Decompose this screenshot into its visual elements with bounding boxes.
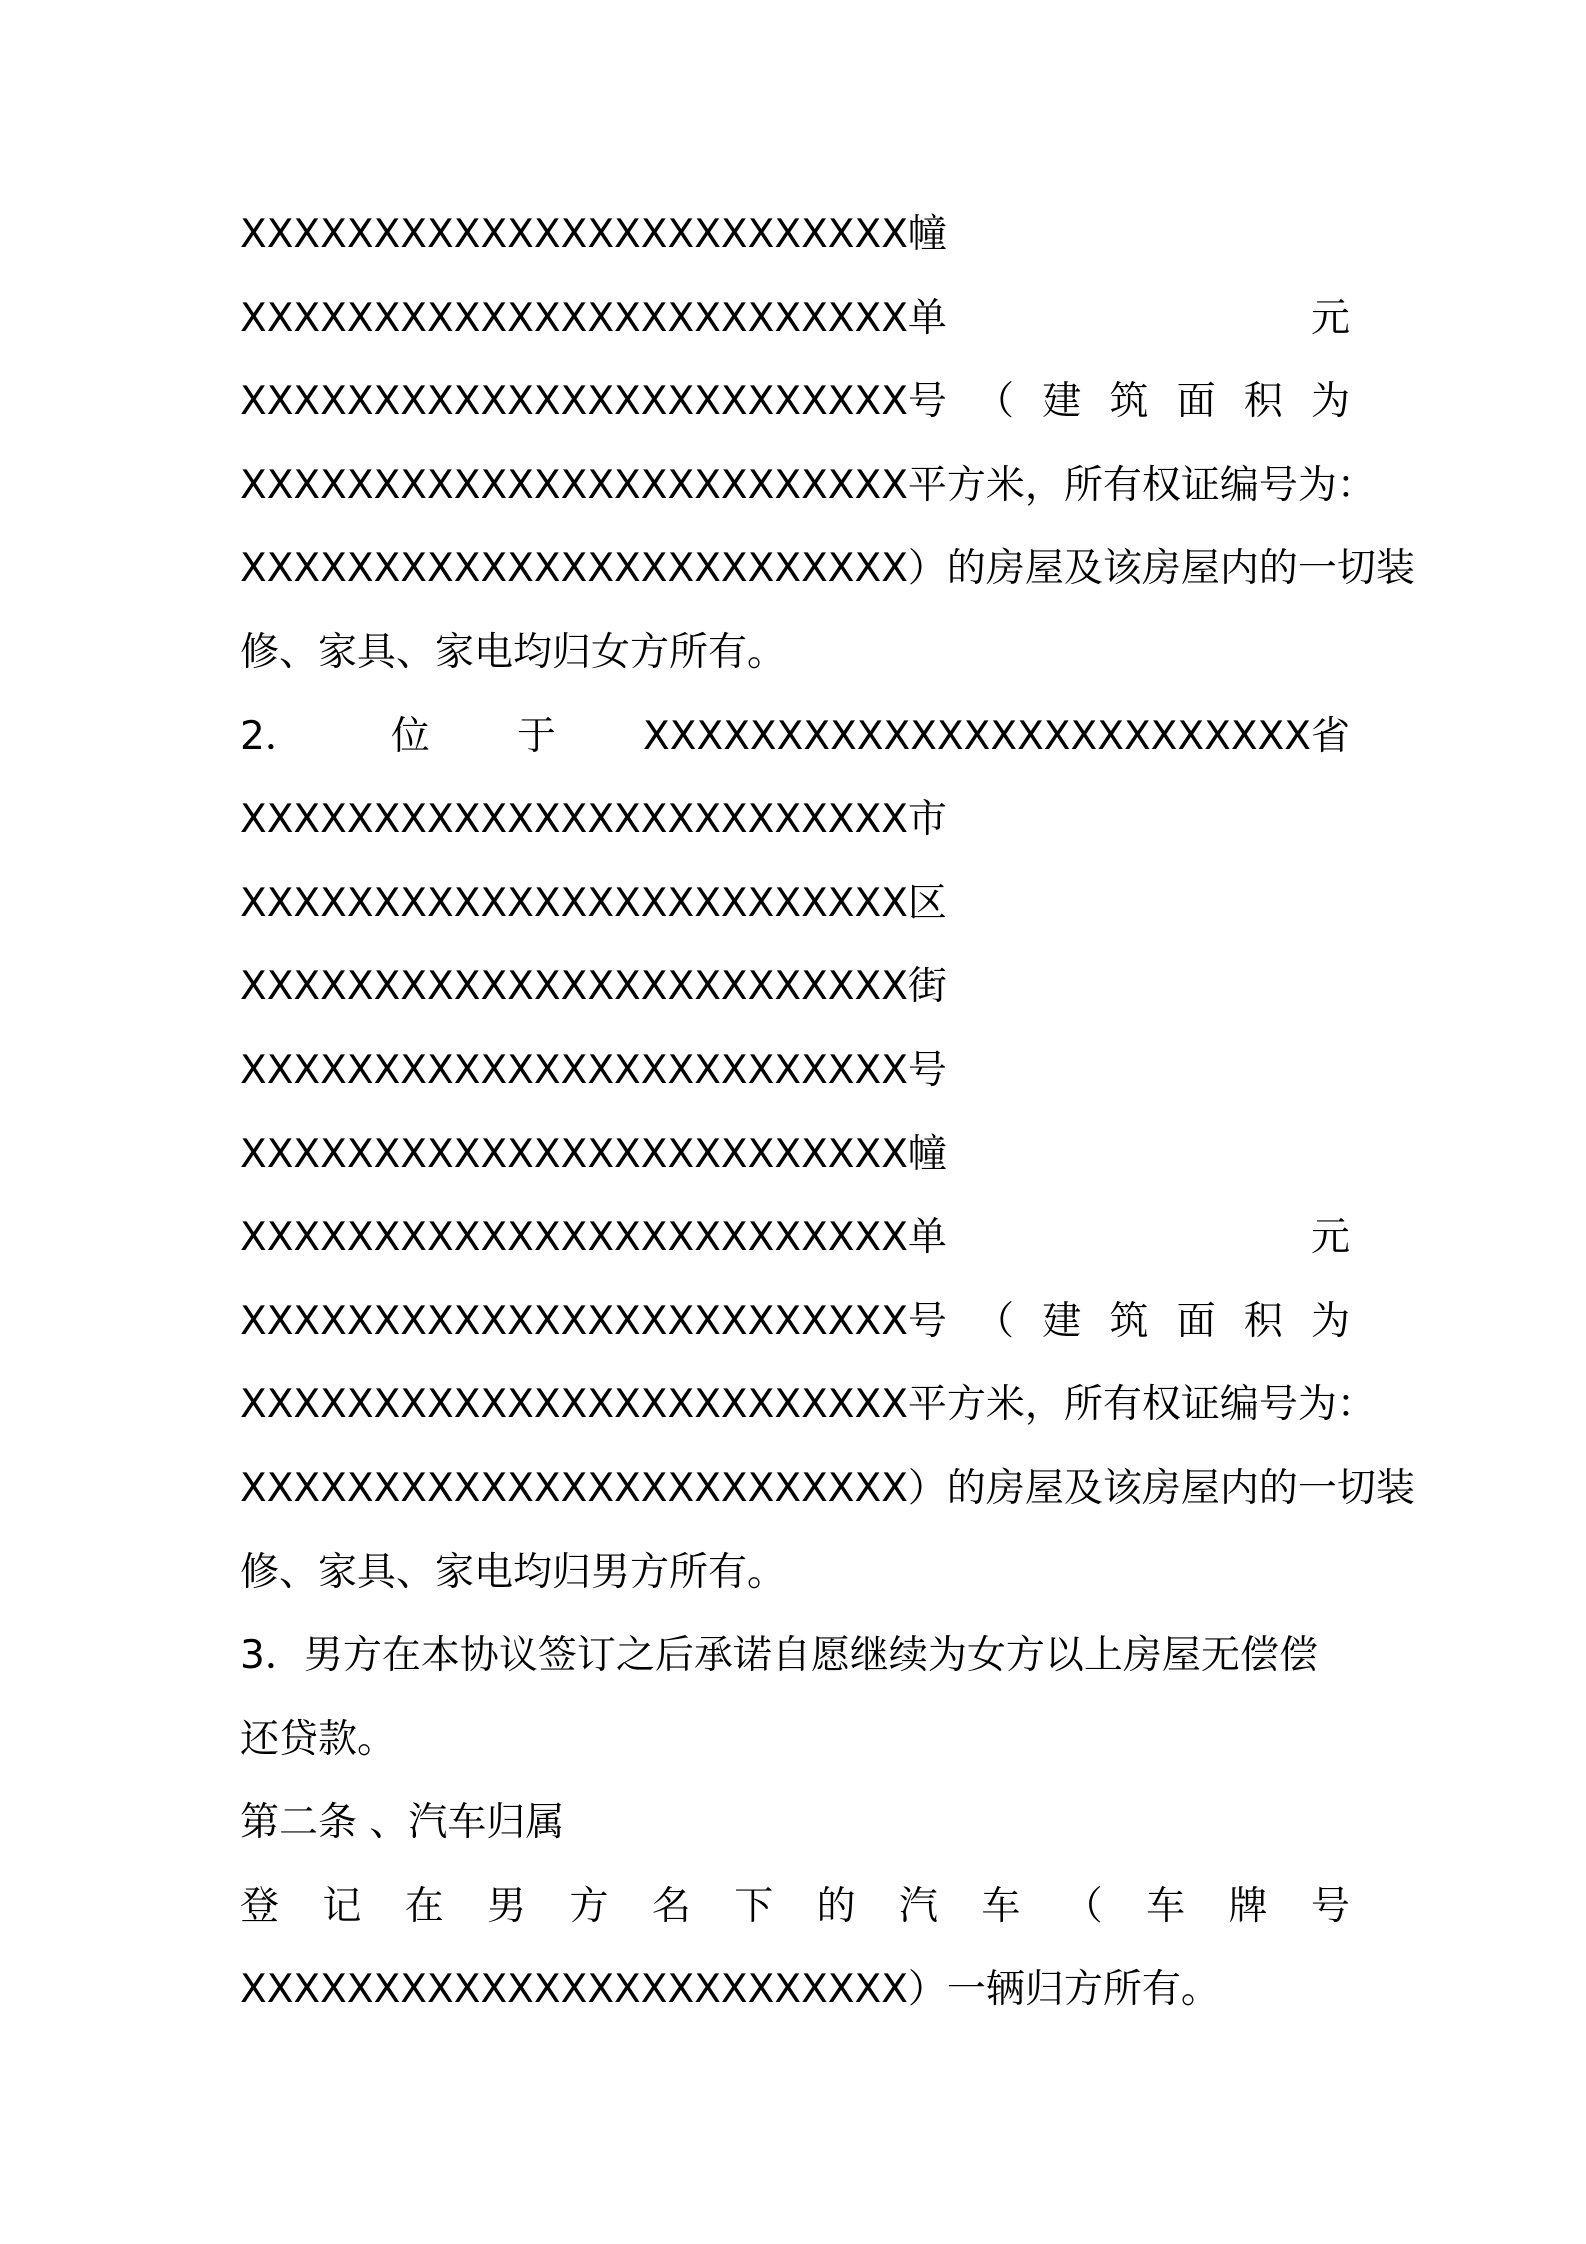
text-segment: XXXXXXXXXXXXXXXXXXXXXXXXX号 xyxy=(240,1298,947,1344)
text-line: XXXXXXXXXXXXXXXXXXXXXXXXX）的房屋及该房屋内的一切装 xyxy=(240,1465,1415,1511)
text-line: XXXXXXXXXXXXXXXXXXXXXXXXX幢 xyxy=(240,1131,947,1177)
text-line: 修、家具、家电均归男方所有。 xyxy=(240,1549,787,1595)
text-line: XXXXXXXXXXXXXXXXXXXXXXXXX号 xyxy=(240,1047,947,1093)
text-segment: 于 xyxy=(516,713,556,759)
text-segment: 为 xyxy=(1310,379,1350,425)
text-segment: 牌 xyxy=(1228,1883,1268,1929)
text-line: XXXXXXXXXXXXXXXXXXXXXXXXX平方米，所有权证编号为： xyxy=(240,462,1376,508)
text-segment: 在 xyxy=(404,1883,444,1929)
text-segment: XXXXXXXXXXXXXXXXXXXXXXXXX省 xyxy=(643,713,1350,759)
text-segment: 建 xyxy=(1042,379,1082,425)
text-line xyxy=(240,695,1350,779)
text-segment: 建 xyxy=(1042,1298,1082,1344)
text-line xyxy=(240,1196,1350,1280)
text-segment: 元 xyxy=(1310,1215,1350,1261)
text-line: 3．男方在本协议签订之后承诺自愿继续为女方以上房屋无偿偿 xyxy=(240,1633,1318,1679)
text-line: XXXXXXXXXXXXXXXXXXXXXXXXX）一辆归方所有。 xyxy=(240,1967,1220,2013)
text-segment: 面 xyxy=(1176,1298,1216,1344)
text-line: 还贷款。 xyxy=(240,1716,397,1762)
text-segment: XXXXXXXXXXXXXXXXXXXXXXXXX单 xyxy=(240,1215,947,1261)
text-line xyxy=(240,360,1350,444)
text-segment: 积 xyxy=(1243,1298,1283,1344)
text-line: XXXXXXXXXXXXXXXXXXXXXXXXX平方米，所有权证编号为： xyxy=(240,1382,1376,1428)
text-segment: 筑 xyxy=(1109,1298,1149,1344)
text-segment: 记 xyxy=(322,1883,362,1929)
text-line xyxy=(240,1865,1350,1949)
text-segment: 车 xyxy=(981,1883,1021,1929)
text-line: XXXXXXXXXXXXXXXXXXXXXXXXX幢 xyxy=(240,212,947,257)
text-segment: 筑 xyxy=(1109,379,1149,425)
text-segment: （ xyxy=(1063,1883,1103,1929)
text-segment: 2． xyxy=(240,713,304,759)
text-line xyxy=(240,1280,1350,1364)
text-segment: 面 xyxy=(1176,379,1216,425)
text-segment: 汽 xyxy=(899,1883,939,1929)
text-segment: XXXXXXXXXXXXXXXXXXXXXXXXX号 xyxy=(240,379,947,425)
text-segment: 位 xyxy=(390,713,430,759)
text-line: 第二条 、汽车归属 xyxy=(240,1800,565,1846)
text-segment: 下 xyxy=(734,1883,774,1929)
text-segment: （ xyxy=(975,1298,1015,1344)
text-segment: 名 xyxy=(651,1883,691,1929)
text-line: XXXXXXXXXXXXXXXXXXXXXXXXX街 xyxy=(240,964,947,1010)
text-segment: 方 xyxy=(569,1883,609,1929)
text-line: XXXXXXXXXXXXXXXXXXXXXXXXX市 xyxy=(240,797,947,843)
text-segment: 车 xyxy=(1146,1883,1186,1929)
text-segment: 为 xyxy=(1310,1298,1350,1344)
text-segment: 元 xyxy=(1310,295,1350,341)
text-line xyxy=(240,277,1350,361)
text-segment: 男 xyxy=(487,1883,527,1929)
text-segment: XXXXXXXXXXXXXXXXXXXXXXXXX单 xyxy=(240,295,947,341)
text-line: XXXXXXXXXXXXXXXXXXXXXXXXX）的房屋及该房屋内的一切装 xyxy=(240,546,1415,592)
text-line: 修、家具、家电均归女方所有。 xyxy=(240,629,787,675)
text-segment: 号 xyxy=(1310,1883,1350,1929)
text-line: XXXXXXXXXXXXXXXXXXXXXXXXX区 xyxy=(240,880,947,926)
text-segment: 积 xyxy=(1243,379,1283,425)
document-page xyxy=(240,193,1415,2032)
text-segment: （ xyxy=(975,379,1015,425)
text-segment: 登 xyxy=(240,1883,280,1929)
text-segment: 的 xyxy=(816,1883,856,1929)
